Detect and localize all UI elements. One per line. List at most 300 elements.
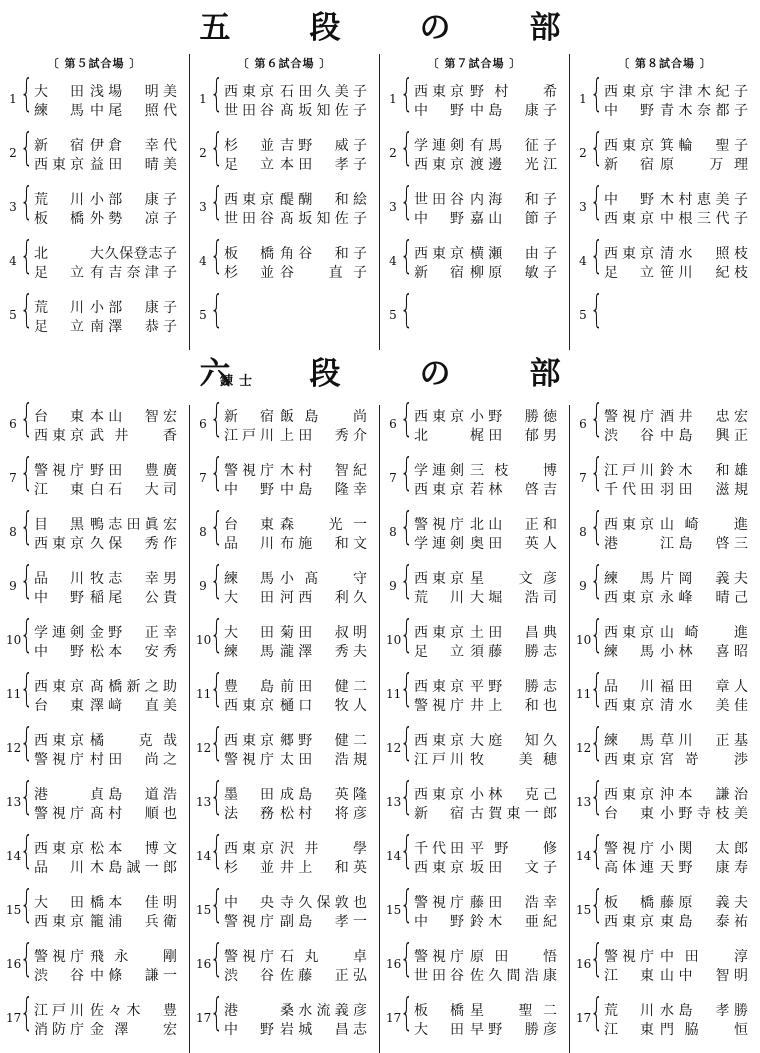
prefecture-label: 学連剣	[414, 138, 464, 154]
prefecture-label: 学連剣	[414, 463, 464, 479]
prefecture-label: 大 田	[34, 84, 84, 100]
competitor-line	[414, 589, 557, 608]
section-prefix: 錬士	[220, 374, 259, 389]
prefecture-label: 中 野	[34, 644, 84, 660]
brace-icon: {	[20, 450, 34, 494]
competitor-line	[604, 1021, 748, 1040]
prefecture-label: 中 野	[34, 590, 84, 606]
bout-number: 4	[9, 254, 17, 268]
brace-icon: {	[210, 666, 224, 710]
competitor-name: 中根三代子	[660, 211, 748, 227]
prefecture-label: 北	[34, 246, 48, 262]
competitor-name: 笹川 紀枝	[660, 265, 748, 281]
prefecture-label: 中 野	[604, 192, 654, 208]
competitor-name: 吉野 威子	[280, 138, 367, 154]
prefecture-label: 西東京	[224, 192, 274, 208]
competitor-name: 井上 和英	[280, 860, 367, 876]
competitor-name: 飛永 剛	[90, 949, 177, 965]
competitor-name: 醍醐 和絵	[280, 192, 367, 208]
competitor-line	[224, 967, 367, 986]
competitor-name: 天野 康寿	[660, 860, 748, 876]
competitor-name: 山崎 進	[660, 517, 748, 533]
prefecture-label: 品 川	[34, 571, 84, 587]
competitor-name: 小部 康子	[90, 300, 177, 316]
competitor-line	[34, 678, 177, 697]
competitor-line	[414, 427, 557, 446]
competitor-name: 三枝 博	[470, 463, 557, 479]
competitor-name: 橘 克哉	[90, 733, 177, 749]
brace-icon: {	[210, 287, 224, 331]
prefecture-label: 杉 並	[224, 138, 274, 154]
competitor-name: 片岡 義夫	[660, 571, 748, 587]
bout-entry	[190, 990, 379, 1053]
competitor-name: 沖本 謙治	[660, 787, 748, 803]
bout-number: 4	[579, 254, 587, 268]
prefecture-label: 警視庁	[224, 914, 274, 930]
competitor-name: 白石 大司	[90, 482, 177, 498]
competitor-line	[34, 1002, 177, 1021]
prefecture-label: 港	[224, 1003, 238, 1019]
competitor-line	[224, 137, 367, 156]
bout-number: 14	[576, 849, 592, 863]
venue-column	[190, 396, 380, 1053]
competitor-line	[34, 462, 177, 481]
competitor-name: 上田 秀介	[280, 428, 367, 444]
prefecture-label: 西東京	[604, 914, 654, 930]
competitor-line	[414, 751, 557, 770]
prefecture-label: 大 田	[224, 625, 274, 641]
prefecture-label: 西東京	[34, 841, 84, 857]
competitor-name: 横瀬 由子	[470, 246, 557, 262]
competitor-line	[414, 408, 557, 427]
brace-icon: {	[590, 666, 604, 710]
bout-number: 10	[196, 633, 212, 647]
competitor-line	[34, 137, 177, 156]
competitor-name: 清水 美佳	[660, 698, 748, 714]
bout-number: 8	[579, 525, 587, 539]
prefecture-label: 江 東	[604, 968, 654, 984]
competitor-name: 寺久保敦也	[280, 895, 367, 911]
competitor-line	[224, 245, 367, 264]
brace-icon: {	[210, 936, 224, 980]
bracket-grid-5dan	[0, 54, 760, 350]
brace-icon: {	[590, 612, 604, 656]
competitor-line	[34, 516, 177, 535]
competitor-name: 髙坂知佐子	[280, 103, 367, 119]
competitor-line	[604, 589, 748, 608]
venue-header: 〔 第８試合場 〕	[618, 57, 712, 70]
prefecture-label: 西東京	[414, 157, 464, 173]
competitor-line	[224, 318, 367, 337]
competitor-line	[414, 299, 557, 318]
competitor-name: 浅場 明美	[90, 84, 177, 100]
competitor-line	[34, 318, 177, 337]
bout-number: 7	[199, 471, 207, 485]
competitor-line	[604, 102, 748, 121]
prefecture-label: 足 立	[34, 265, 84, 281]
bout-number: 11	[576, 687, 592, 701]
competitor-line	[34, 408, 177, 427]
brace-icon: {	[210, 558, 224, 602]
title-char: 五	[199, 10, 231, 46]
competitor-line	[224, 264, 367, 283]
competitor-name: 大堀 浩司	[470, 590, 557, 606]
competitor-name: 鈴木 亜紀	[470, 914, 557, 930]
competitor-name: 稲尾 公貴	[90, 590, 177, 606]
prefecture-label: 警視庁	[34, 806, 84, 822]
bout-number: 15	[386, 903, 402, 917]
prefecture-label: 中 野	[224, 482, 274, 498]
brace-icon: {	[210, 125, 224, 169]
competitor-line	[34, 570, 177, 589]
competitor-name: 山中 智明	[660, 968, 748, 984]
prefecture-label: 西東京	[224, 84, 274, 100]
competitor-line	[414, 805, 557, 824]
prefecture-label: 板 橋	[224, 246, 274, 262]
competitor-line	[34, 894, 177, 913]
competitor-line	[414, 462, 557, 481]
competitor-line	[414, 481, 557, 500]
prefecture-label: 西東京	[414, 409, 464, 425]
prefecture-label: 新 宿	[414, 806, 464, 822]
prefecture-label: 大 田	[414, 1022, 464, 1038]
prefecture-label: 西東京	[34, 733, 84, 749]
prefecture-label: 西東京	[224, 841, 274, 857]
competitor-name: 武井 香	[90, 428, 177, 444]
competitor-line	[34, 210, 177, 229]
competitor-line	[224, 210, 367, 229]
brace-icon: {	[400, 71, 414, 115]
competitor-line	[224, 859, 367, 878]
competitor-name: 山崎 進	[660, 625, 748, 641]
bout-number: 5	[199, 308, 207, 322]
brace-icon: {	[210, 396, 224, 440]
competitor-name: 福田 章人	[660, 679, 748, 695]
brace-icon: {	[590, 936, 604, 980]
bout-number: 6	[9, 417, 17, 431]
prefecture-label: 足 立	[34, 319, 84, 335]
venue-header: 〔 第５試合場 〕	[47, 57, 142, 70]
prefecture-label: 西東京	[414, 679, 464, 695]
brace-icon: {	[20, 558, 34, 602]
competitor-line	[414, 859, 557, 878]
prefecture-label: 渋 谷	[224, 968, 274, 984]
competitor-line	[604, 318, 748, 337]
competitor-line	[34, 624, 177, 643]
prefecture-label: 学連剣	[34, 625, 84, 641]
competitor-line	[34, 156, 177, 175]
bout-number: 2	[389, 146, 397, 160]
bout-number: 10	[576, 633, 592, 647]
competitor-line	[604, 481, 748, 500]
prefecture-label: 西東京	[414, 733, 464, 749]
competitor-name: 本田 孝子	[280, 157, 367, 173]
competitor-line	[34, 83, 177, 102]
prefecture-label: 西東京	[604, 517, 654, 533]
competitor-line	[224, 732, 367, 751]
competitor-line	[604, 1002, 748, 1021]
prefecture-label: 江 東	[604, 1022, 654, 1038]
competitor-name: 野田 豊廣	[90, 463, 177, 479]
bout-number: 3	[9, 200, 17, 214]
competitor-line	[224, 840, 367, 859]
prefecture-label: 大 田	[34, 895, 84, 911]
brace-icon: {	[20, 936, 34, 980]
bout-number: 10	[6, 633, 22, 647]
competitor-name: 嘉山 節子	[470, 211, 557, 227]
bout-entry	[380, 990, 569, 1053]
bout-entry	[570, 287, 760, 350]
competitor-name: 草川 正基	[660, 733, 748, 749]
brace-icon: {	[20, 396, 34, 440]
brace-icon: {	[210, 828, 224, 872]
competitor-line	[604, 859, 748, 878]
brace-icon: {	[590, 125, 604, 169]
brace-icon: {	[590, 233, 604, 277]
prefecture-label: 中 野	[414, 914, 464, 930]
competitor-name: 瀧澤 秀夫	[280, 644, 367, 660]
prefecture-label: 消防庁	[34, 1022, 84, 1038]
brace-icon: {	[400, 828, 414, 872]
competitor-name: 籠浦 兵衛	[90, 914, 177, 930]
brace-icon: {	[400, 450, 414, 494]
brace-icon: {	[590, 450, 604, 494]
prefecture-label: 江戸川	[224, 428, 274, 444]
prefecture-label: 警視庁	[224, 949, 274, 965]
brace-icon: {	[210, 450, 224, 494]
bout-number: 11	[6, 687, 22, 701]
venue-column	[190, 54, 380, 350]
competitor-name: 佐々木 豊	[90, 1003, 177, 1019]
venue-header: 〔 第６試合場 〕	[237, 57, 332, 70]
bout-number: 6	[579, 417, 587, 431]
competitor-line	[224, 427, 367, 446]
brace-icon: {	[20, 179, 34, 223]
bout-number: 7	[9, 471, 17, 485]
competitor-line	[224, 805, 367, 824]
prefecture-label: 江 東	[34, 482, 84, 498]
prefecture-label: 練 馬	[604, 733, 654, 749]
competitor-line	[414, 210, 557, 229]
bout-number: 2	[9, 146, 17, 160]
competitor-name: 伊倉 幸代	[90, 138, 177, 154]
prefecture-label: 杉 並	[224, 265, 274, 281]
brace-icon: {	[20, 828, 34, 872]
prefecture-label: 練 馬	[224, 571, 274, 587]
competitor-line	[224, 481, 367, 500]
competitor-name: 松村 将彦	[280, 806, 367, 822]
competitor-name: 大久保登志子	[90, 246, 177, 262]
competitor-name: 内海 和子	[470, 192, 557, 208]
brace-icon: {	[20, 233, 34, 277]
prefecture-label: 世田谷	[414, 968, 464, 984]
brace-icon: {	[400, 125, 414, 169]
competitor-line	[604, 137, 748, 156]
bout-number: 3	[199, 200, 207, 214]
prefecture-label: 世田谷	[414, 192, 464, 208]
bout-number: 9	[389, 579, 397, 593]
competitor-line	[414, 786, 557, 805]
competitor-line	[414, 948, 557, 967]
title-char: 六	[199, 356, 231, 392]
competitor-name: 梶田 郁男	[470, 428, 557, 444]
prefecture-label: 杉 並	[224, 860, 274, 876]
prefecture-label: 墨 田	[224, 787, 274, 803]
prefecture-label: 西東京	[604, 698, 654, 714]
prefecture-label: 品 川	[604, 679, 654, 695]
competitor-name: 太田 浩規	[280, 752, 367, 768]
competitor-line	[34, 102, 177, 121]
prefecture-label: 西東京	[414, 482, 464, 498]
competitor-line	[34, 264, 177, 283]
prefecture-label: 西東京	[414, 787, 464, 803]
competitor-line	[414, 1021, 557, 1040]
bout-number: 13	[576, 795, 592, 809]
competitor-name: 早野 勝彦	[470, 1022, 557, 1038]
bout-entry	[570, 990, 760, 1053]
venue-column	[570, 396, 760, 1053]
competitor-name: 柳原 敏子	[470, 265, 557, 281]
prefecture-label: 荒 川	[34, 300, 84, 316]
brace-icon: {	[400, 558, 414, 602]
brace-icon: {	[210, 179, 224, 223]
competitor-line	[604, 840, 748, 859]
competitor-line	[604, 210, 748, 229]
competitor-line	[224, 751, 367, 770]
competitor-line	[604, 427, 748, 446]
competitor-line	[414, 102, 557, 121]
competitor-line	[414, 894, 557, 913]
competitor-line	[224, 1002, 367, 1021]
competitor-name: 中島 隆幸	[280, 482, 367, 498]
prefecture-label: 高体連	[604, 860, 654, 876]
competitor-name: 成島 英隆	[280, 787, 367, 803]
competitor-line	[414, 624, 557, 643]
bout-number: 8	[389, 525, 397, 539]
competitor-name: 井上 和也	[470, 698, 557, 714]
prefecture-label: 足 立	[414, 644, 464, 660]
brace-icon: {	[400, 612, 414, 656]
bout-number: 1	[9, 92, 17, 106]
prefecture-label: 警視庁	[224, 752, 274, 768]
prefecture-label: 江戸川	[414, 752, 464, 768]
competitor-name: 松本 安秀	[90, 644, 177, 660]
prefecture-label: 北	[414, 428, 428, 444]
competitor-line	[224, 570, 367, 589]
bout-number: 11	[386, 687, 402, 701]
brace-icon: {	[20, 125, 34, 169]
competitor-name: 永峰 晴己	[660, 590, 748, 606]
competitor-name: 奥田 英人	[470, 536, 557, 552]
prefecture-label: 西東京	[604, 246, 654, 262]
competitor-name: 郷野 健二	[280, 733, 367, 749]
prefecture-label: 渋 谷	[604, 428, 654, 444]
bout-number: 17	[386, 1011, 402, 1025]
prefecture-label: 練 馬	[224, 644, 274, 660]
prefecture-label: 西東京	[34, 914, 84, 930]
brace-icon: {	[400, 233, 414, 277]
competitor-name: 石丸 卓	[280, 949, 367, 965]
brace-icon: {	[20, 720, 34, 764]
prefecture-label: 荒 川	[34, 192, 84, 208]
bout-entry	[0, 287, 189, 350]
prefecture-label: 大 田	[224, 590, 274, 606]
competitor-name: 牧 美穂	[470, 752, 557, 768]
competitor-name: 小関 太郎	[660, 841, 748, 857]
bout-number: 14	[6, 849, 22, 863]
brace-icon: {	[20, 990, 34, 1034]
prefecture-label: 中 野	[224, 1022, 274, 1038]
competitor-name: 木村恵美子	[660, 192, 748, 208]
prefecture-label: 西東京	[604, 752, 654, 768]
bout-number: 2	[199, 146, 207, 160]
competitor-name: 小野 勝徳	[470, 409, 557, 425]
brace-icon: {	[590, 504, 604, 548]
competitor-name: 鴨志田眞宏	[90, 517, 177, 533]
venue-column	[570, 54, 760, 350]
brace-icon: {	[210, 882, 224, 926]
brace-icon: {	[20, 612, 34, 656]
bout-number: 14	[196, 849, 212, 863]
prefecture-label: 新 宿	[604, 157, 654, 173]
competitor-line	[34, 427, 177, 446]
competitor-name: 小林 喜昭	[660, 644, 748, 660]
bout-number: 16	[6, 957, 22, 971]
prefecture-label: 警視庁	[414, 895, 464, 911]
competitor-line	[224, 156, 367, 175]
competitor-line	[34, 913, 177, 932]
section-title-6dan	[0, 348, 760, 393]
competitor-name: 土田 昌典	[470, 625, 557, 641]
prefecture-label: 西東京	[34, 536, 84, 552]
competitor-line	[604, 643, 748, 662]
prefecture-label: 中 野	[414, 103, 464, 119]
competitor-name: 松本 博文	[90, 841, 177, 857]
prefecture-label: 新 宿	[414, 265, 464, 281]
title-char: 段	[309, 10, 341, 46]
competitor-line	[604, 678, 748, 697]
brace-icon: {	[210, 612, 224, 656]
section-title-5dan	[0, 2, 760, 47]
competitor-name: 前田 健二	[280, 679, 367, 695]
competitor-name: 菊田 叔明	[280, 625, 367, 641]
prefecture-label: 港	[604, 536, 618, 552]
competitor-line	[224, 535, 367, 554]
competitor-name: 久保 秀作	[90, 536, 177, 552]
competitor-line	[604, 516, 748, 535]
prefecture-label: 西東京	[34, 157, 84, 173]
bout-entry	[0, 990, 189, 1053]
prefecture-label: 学連剣	[414, 536, 464, 552]
prefecture-label: 江戸川	[34, 1003, 84, 1019]
competitor-line	[414, 264, 557, 283]
competitor-line	[34, 643, 177, 662]
competitor-line	[34, 481, 177, 500]
prefecture-label: 警視庁	[34, 949, 84, 965]
bout-number: 2	[579, 146, 587, 160]
bout-number: 16	[196, 957, 212, 971]
brace-icon: {	[20, 504, 34, 548]
competitor-line	[34, 751, 177, 770]
competitor-line	[34, 967, 177, 986]
brace-icon: {	[400, 287, 414, 331]
brace-icon: {	[590, 179, 604, 223]
competitor-line	[414, 137, 557, 156]
title-char: の	[419, 10, 451, 46]
competitor-name: 髙村 順也	[90, 806, 177, 822]
competitor-name: 箕輪 聖子	[660, 138, 748, 154]
competitor-line	[224, 643, 367, 662]
